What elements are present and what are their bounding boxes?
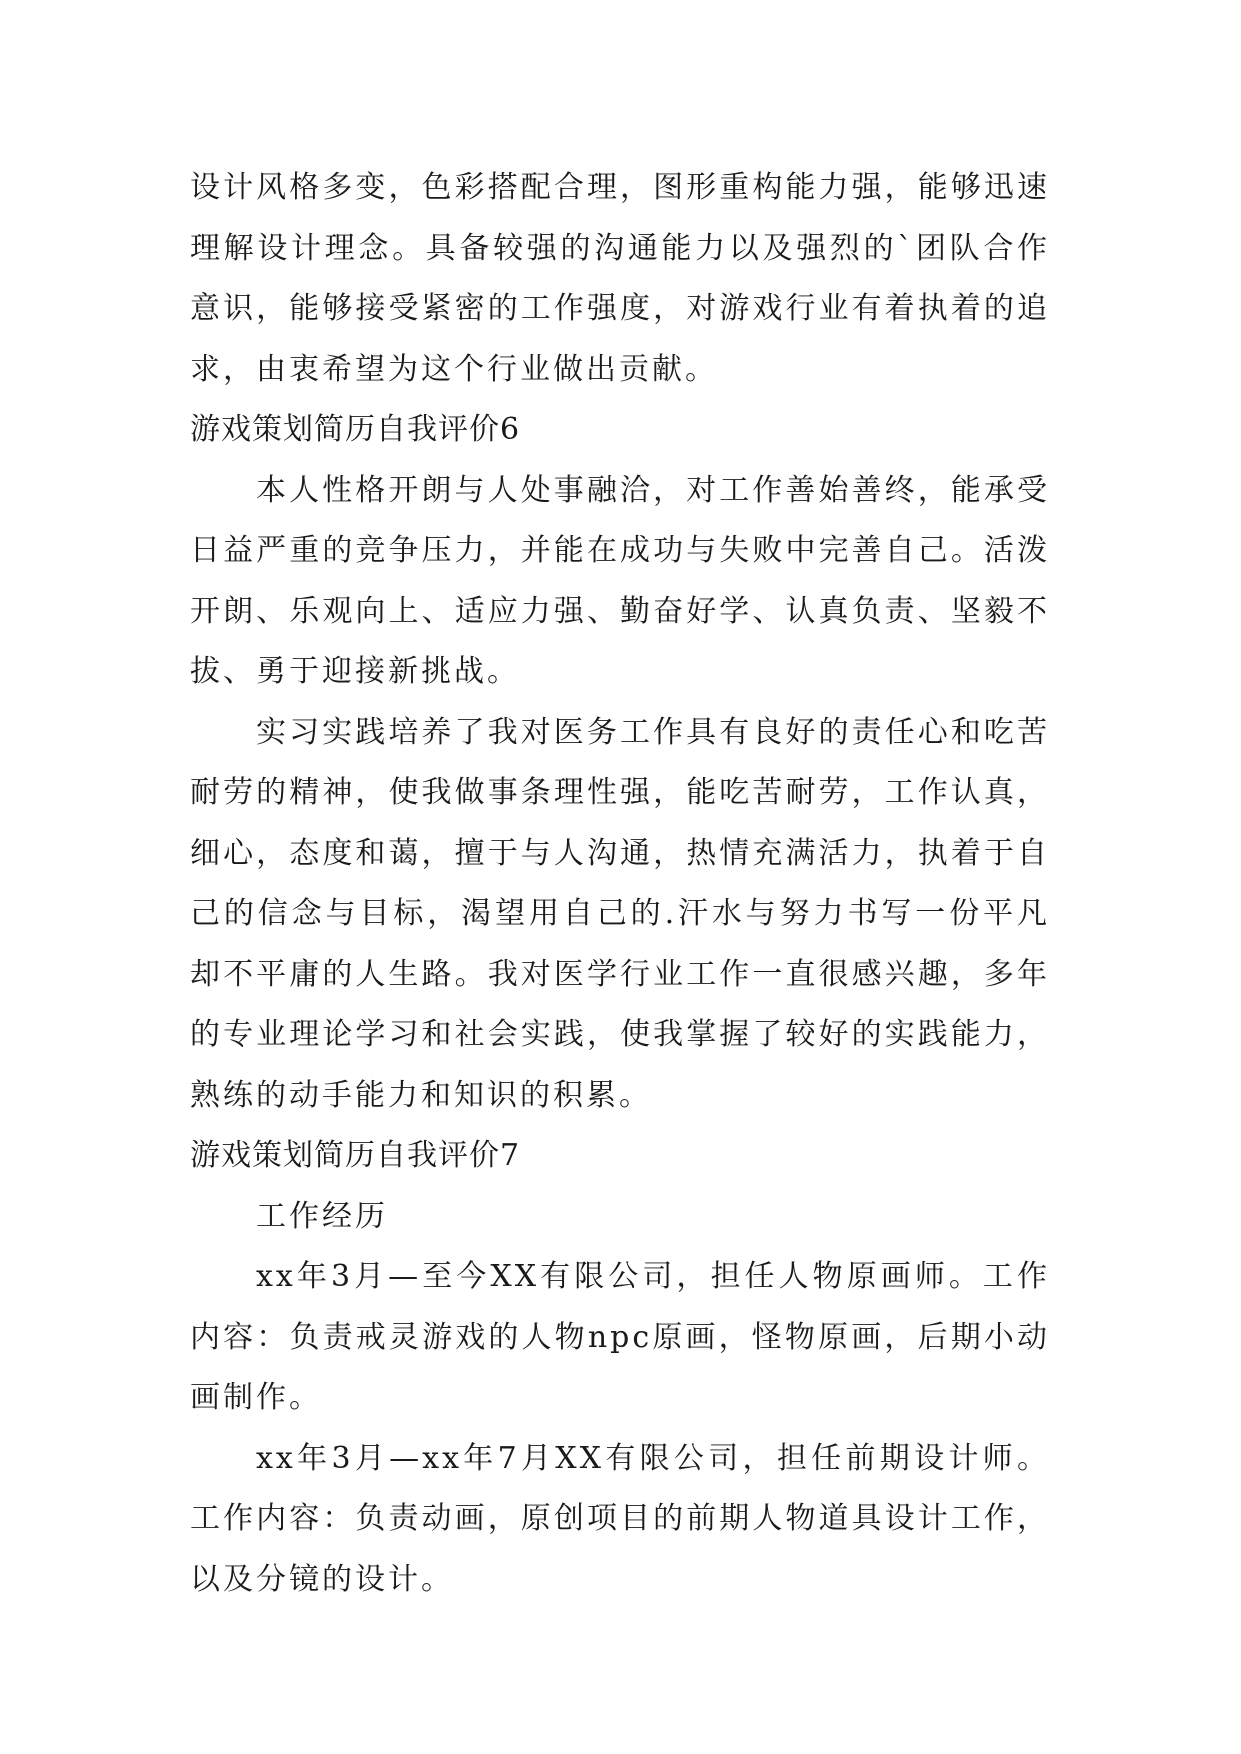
paragraph-design-style: 设计风格多变，色彩搭配合理，图形重构能力强，能够迅速理解设计理念。具备较强的沟通能力以及强烈的`团队合作意识，能够接受紧密的工作强度，对游戏行业有着执着的追求，由衷希望为这个行业做出贡献。 <box>190 170 1050 387</box>
document-body <box>190 158 1050 1610</box>
paragraph-job-1: xx年3月—至今XX有限公司，担任人物原画师。工作内容：负责戒灵游戏的人物npc原画，怪物原画，后期小动画制作。 <box>190 1259 1050 1415</box>
paragraph-personality: 本人性格开朗与人处事融洽，对工作善始善终，能承受日益严重的竞争压力，并能在成功与失败中完善自己。活泼开朗、乐观向上、适应力强、勤奋好学、认真负责、坚毅不拔、勇于迎接新挑战。 <box>190 472 1050 689</box>
subheading-work-experience: 工作经历 <box>256 1198 388 1234</box>
paragraph-internship: 实习实践培养了我对医务工作具有良好的责任心和吃苦耐劳的精神，使我做事条理性强，能吃苦耐劳，工作认真，细心，态度和蔼，擅于与人沟通，热情充满活力，执着于自己的信念与目标，渴望用自己的.汗水与努力书写一份平凡却不平庸的人生路。我对医学行业工作一直很感兴趣，多年的专业理论学习和社会实践，使我掌握了较好的实践能力，熟练的动手能力和知识的积累。 <box>190 714 1050 1113</box>
section-heading-7: 游戏策划简历自我评价7 <box>190 1138 521 1173</box>
section-heading-6: 游戏策划简历自我评价6 <box>190 412 521 447</box>
paragraph-job-2: xx年3月—xx年7月XX有限公司，担任前期设计师。工作内容：负责动画，原创项目的前期人物道具设计工作，以及分镜的设计。 <box>190 1440 1050 1597</box>
